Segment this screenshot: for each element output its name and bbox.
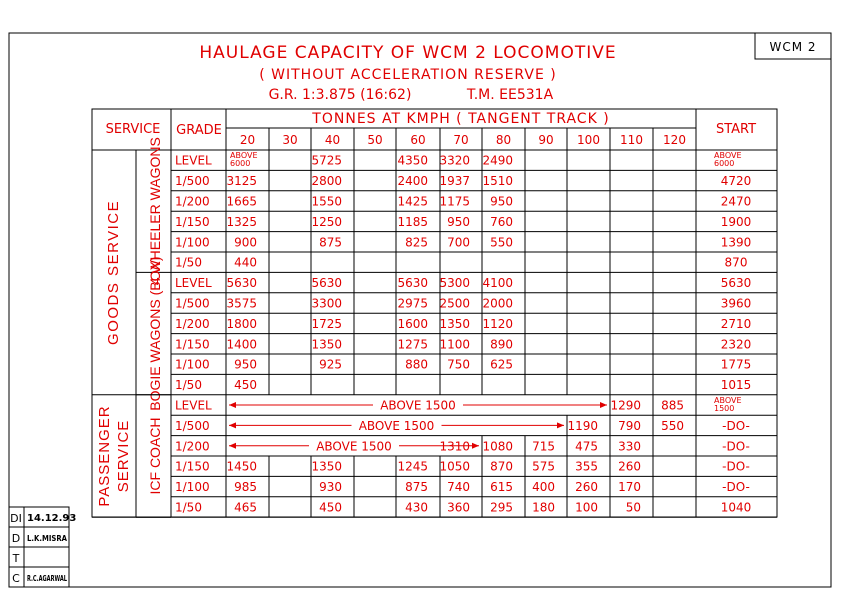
value-cell: 170	[618, 480, 641, 495]
start-cell: 4720	[720, 174, 752, 189]
value-cell: 875	[405, 480, 428, 495]
speed-label: 80	[495, 133, 512, 147]
value-cell: 1310	[439, 439, 470, 454]
value-cell: 700	[447, 235, 470, 250]
grade-cell: 1/100	[175, 480, 210, 495]
grade-cell: 1/200	[175, 439, 210, 454]
service-label: SERVICE	[115, 419, 132, 493]
start-cell: 1900	[720, 214, 752, 229]
subgroup-label: BOGIE WAGONS (BOX)	[147, 256, 163, 411]
value-cell: 50	[625, 500, 641, 515]
grade-cell: LEVEL	[175, 398, 212, 413]
value-cell: 1245	[397, 459, 428, 474]
value-cell: 475	[575, 439, 598, 454]
arrow-left-icon	[229, 443, 236, 449]
value-cell: 5630	[226, 276, 257, 291]
value-cell: 950	[234, 357, 257, 372]
title-block-code: D	[11, 532, 21, 545]
value-cell: 760	[490, 214, 513, 229]
value-cell: 3300	[311, 296, 342, 311]
arrow-right-icon	[472, 443, 479, 449]
speed-label: 50	[367, 133, 383, 147]
speed-label: 110	[620, 133, 643, 147]
value-cell: 4100	[482, 276, 513, 291]
value-cell: 260	[618, 459, 641, 474]
arrow-left-icon	[229, 422, 236, 428]
grade-cell: 1/150	[175, 337, 210, 352]
grade-cell: 1/150	[175, 459, 210, 474]
value-cell: 1800	[226, 316, 257, 331]
start-cell: -DO-	[722, 439, 750, 454]
title-block-value: 14.12.93	[27, 513, 77, 524]
value-cell: 1725	[311, 316, 342, 331]
start-cell: 2470	[720, 194, 752, 209]
arrow-left-icon	[229, 402, 236, 408]
value-cell: 3125	[226, 174, 257, 189]
start-cell: ABOVE	[714, 395, 742, 405]
value-cell: 440	[234, 255, 257, 270]
value-cell: 715	[532, 439, 555, 454]
grade-cell: 1/500	[175, 174, 210, 189]
start-cell: 1390	[720, 235, 752, 250]
start-cell: 5630	[720, 276, 752, 291]
value-cell: 1550	[311, 194, 342, 209]
header-service: SERVICE	[105, 122, 161, 137]
speed-label: 40	[324, 133, 341, 147]
value-cell: 575	[532, 459, 555, 474]
value-cell: 880	[405, 357, 428, 372]
span-label: ABOVE 1500	[316, 439, 392, 454]
start-cell: 1775	[720, 357, 752, 372]
value-cell: 180	[532, 500, 555, 515]
value-cell: 950	[490, 194, 513, 209]
value-cell: 1937	[439, 174, 470, 189]
start-cell: 2320	[720, 337, 752, 352]
start-cell: -DO-	[722, 480, 750, 495]
start-cell: 1500	[714, 403, 735, 413]
value-cell: 5630	[397, 276, 428, 291]
value-cell: 2975	[397, 296, 428, 311]
start-cell: -DO-	[722, 418, 750, 433]
value-cell: 355	[575, 459, 598, 474]
value-cell: 1510	[482, 174, 513, 189]
value-cell: 4350	[397, 153, 428, 168]
title-block-value: R.C.AGARWAL	[27, 574, 67, 583]
value-cell: 890	[490, 337, 513, 352]
value-cell: 330	[618, 439, 641, 454]
start-cell: 3960	[720, 296, 752, 311]
start-cell: -DO-	[722, 459, 750, 474]
value-cell: 2000	[482, 296, 513, 311]
sheet-tag: WCM 2	[769, 40, 817, 54]
value-cell: 2500	[439, 296, 470, 311]
value-cell: 790	[618, 418, 641, 433]
value-cell: 465	[234, 500, 257, 515]
value-cell: 1350	[311, 459, 342, 474]
value-cell: 450	[234, 378, 257, 393]
value-cell: 615	[490, 480, 513, 495]
title-block-code: DI	[10, 512, 22, 525]
title-block-value: L.K.MISRA	[27, 534, 68, 543]
grade-cell: 1/50	[175, 378, 202, 393]
value-cell: 1120	[482, 316, 513, 331]
start-cell: 2710	[720, 316, 752, 331]
header-grade: GRADE	[176, 123, 222, 138]
grade-cell: 1/150	[175, 214, 210, 229]
value-cell: 825	[405, 235, 428, 250]
value-cell: 100	[575, 500, 598, 515]
value-cell: 550	[490, 235, 513, 250]
value-cell: 1275	[397, 337, 428, 352]
value-cell: 1175	[439, 194, 470, 209]
value-cell: 360	[447, 500, 470, 515]
grade-cell: 1/50	[175, 500, 202, 515]
value-cell: 925	[319, 357, 342, 372]
value-cell: 950	[447, 214, 470, 229]
value-cell: 550	[661, 418, 684, 433]
speed-label: 100	[577, 133, 600, 147]
value-cell: 1325	[226, 214, 257, 229]
grade-cell: 1/100	[175, 357, 210, 372]
grade-cell: 1/200	[175, 194, 210, 209]
arrow-right-icon	[557, 422, 564, 428]
service-label: PASSENGER	[96, 405, 113, 507]
gear-ratio: G.R. 1:3.875 (16:62)	[268, 87, 412, 103]
value-cell: 900	[234, 235, 257, 250]
speed-label: 120	[663, 133, 686, 147]
span-label: ABOVE 1500	[358, 418, 435, 433]
grade-cell: 1/500	[175, 296, 210, 311]
traction-motor: T.M. EE531A	[466, 87, 554, 103]
value-cell: 1080	[482, 439, 513, 454]
grade-cell: LEVEL	[175, 276, 212, 291]
value-cell: 1425	[397, 194, 428, 209]
start-cell: 6000	[714, 159, 735, 168]
value-cell: 1050	[439, 459, 470, 474]
value-cell: 3320	[439, 153, 470, 168]
value-cell: 885	[661, 398, 684, 413]
grade-cell: 1/200	[175, 316, 210, 331]
value-cell: 1450	[226, 459, 257, 474]
value-cell: 400	[532, 480, 555, 495]
grade-cell: 1/50	[175, 255, 202, 270]
start-cell: 1040	[720, 500, 752, 515]
service-label: GOODS SERVICE	[105, 199, 122, 345]
subgroup-label: ICF COACH	[147, 417, 163, 495]
value-cell: 875	[319, 235, 342, 250]
value-cell: 1600	[397, 316, 428, 331]
value-cell: 985	[234, 480, 257, 495]
speed-label: 30	[282, 133, 298, 147]
value-cell: 1350	[311, 337, 342, 352]
title-block-code: T	[12, 552, 20, 565]
header-tonnes: TONNES AT KMPH ( TANGENT TRACK )	[312, 111, 610, 127]
value-cell: 750	[447, 357, 470, 372]
value-cell: 5300	[439, 276, 470, 291]
grade-cell: 1/100	[175, 235, 210, 250]
speed-label: 20	[239, 133, 256, 147]
value-cell: 260	[575, 480, 598, 495]
subgroup-label: 4 WHEELER WAGONS	[147, 137, 163, 286]
grade-cell: LEVEL	[175, 153, 212, 168]
start-cell: 870	[724, 255, 748, 270]
speed-label: 70	[453, 133, 469, 147]
drawing-title: HAULAGE CAPACITY OF WCM 2 LOCOMOTIVE	[199, 43, 617, 63]
value-cell: 870	[490, 459, 513, 474]
value-cell: 1350	[439, 316, 470, 331]
value-cell: 295	[490, 500, 513, 515]
value-cell: 5630	[311, 276, 342, 291]
drawing-subtitle: ( WITHOUT ACCELERATION RESERVE )	[259, 67, 557, 83]
value-cell: 625	[490, 357, 513, 372]
value-cell: 2400	[397, 174, 428, 189]
value-cell: 930	[319, 480, 342, 495]
value-cell: 1100	[439, 337, 470, 352]
value-cell: 1290	[610, 398, 641, 413]
arrow-right-icon	[600, 402, 607, 408]
speed-label: 60	[410, 133, 426, 147]
header-start: START	[715, 122, 757, 137]
value-cell: ABOVE	[230, 151, 258, 160]
value-cell: 1250	[311, 214, 342, 229]
span-label: ABOVE 1500	[380, 398, 456, 413]
value-cell: 430	[405, 500, 428, 515]
value-cell: 1400	[226, 337, 257, 352]
value-cell: 1665	[226, 194, 257, 209]
value-cell: 1190	[567, 418, 598, 433]
start-cell: 1015	[720, 378, 752, 393]
value-cell: 740	[447, 480, 470, 495]
value-cell: 450	[319, 500, 342, 515]
value-cell: 5725	[311, 153, 342, 168]
grade-cell: 1/500	[175, 418, 210, 433]
value-cell: 6000	[230, 159, 251, 168]
value-cell: 2800	[311, 174, 342, 189]
value-cell: 2490	[482, 153, 513, 168]
value-cell: 1185	[397, 214, 428, 229]
value-cell: 3575	[226, 296, 257, 311]
speed-label: 90	[538, 133, 554, 147]
start-cell: ABOVE	[714, 151, 742, 160]
title-block-code: C	[12, 572, 20, 585]
